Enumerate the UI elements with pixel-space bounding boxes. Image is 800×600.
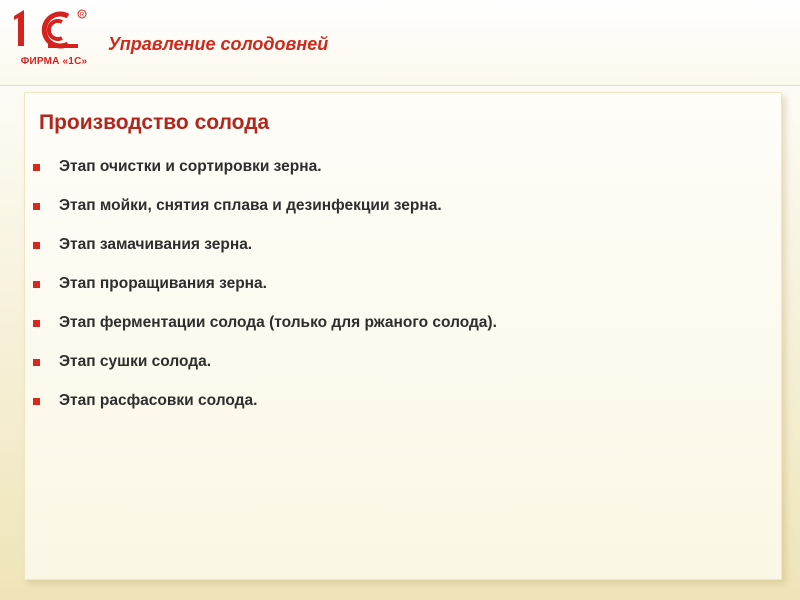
square-bullet-icon [33, 398, 40, 405]
stage-item-packaging [33, 391, 497, 430]
stage-item-drying [33, 352, 497, 391]
company-logo [8, 6, 94, 66]
1c-logo-icon [8, 6, 94, 54]
slide-title: Производство солода [39, 111, 270, 134]
square-bullet-icon [33, 359, 40, 366]
square-bullet-icon [33, 164, 40, 171]
stage-item-fermentation [33, 313, 497, 352]
square-bullet-icon [33, 203, 40, 210]
square-bullet-icon [33, 281, 40, 288]
stage-item-steeping [33, 235, 497, 274]
svg-text:R: R [79, 12, 85, 19]
logo-caption: ФИРМА «1С» [20, 56, 88, 67]
stage-label: Этап ферментации солода (только для ржаного солода). [59, 314, 497, 331]
stage-label: Этап мойки, снятия сплава и дезинфекции зерна. [59, 197, 442, 214]
stage-list [33, 157, 497, 430]
square-bullet-icon [33, 242, 40, 249]
header-bar [0, 0, 800, 86]
content-panel [24, 92, 782, 580]
app-title: Управление солодовней [108, 34, 329, 54]
stage-label: Этап замачивания зерна. [59, 236, 253, 253]
stage-item-washing [33, 196, 497, 235]
stage-item-cleaning [33, 157, 497, 196]
stage-label: Этап очистки и сортировки зерна. [59, 158, 322, 175]
stage-label: Этап проращивания зерна. [59, 275, 267, 292]
square-bullet-icon [33, 320, 40, 327]
stage-item-germination [33, 274, 497, 313]
stage-label: Этап сушки солода. [59, 353, 212, 370]
stage-label: Этап расфасовки солода. [59, 392, 258, 409]
